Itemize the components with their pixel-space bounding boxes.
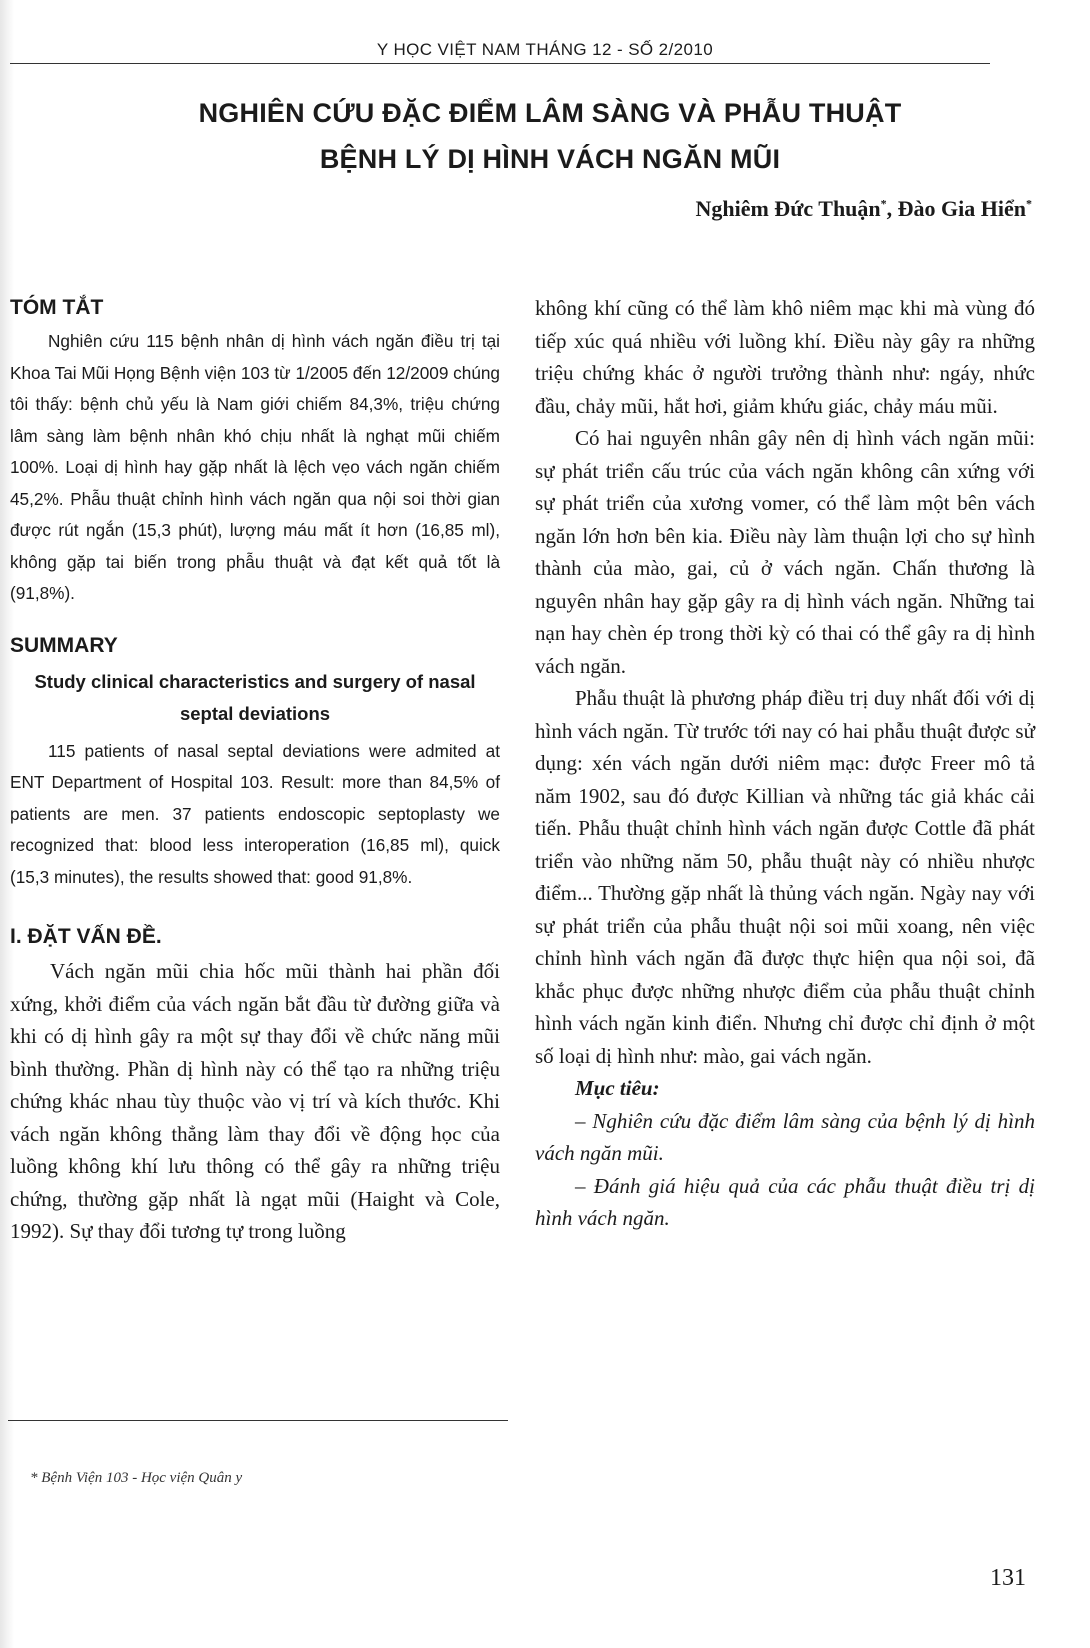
author-2: , Đào Gia Hiển [886, 196, 1026, 221]
section-1-paragraph-2: Có hai nguyên nhân gây nên dị hình vách ngăn mũi: sự phát triển cấu trúc của vách ngăn không cân xứng với sự phát triển của xương vomer, có thể làm một bên vách ngăn lớn hơn bên kia. Điều này làm thuận lợi cho sự hình thành của mào, gai, củ ở vách ngăn. Chấn thương là nguyên nhân hay gặp gây ra dị hình vách ngăn. Những tai nạn hay chèn ép trong thời kỳ có thai có thể gây ra dị hình vách ngăn. [535, 426, 1035, 678]
objective-1: – Nghiên cứu đặc điểm lâm sàng của bệnh lý dị hình vách ngăn mũi. [535, 1108, 1035, 1165]
footnote: * Bệnh Viện 103 - Học viện Quân y [30, 1470, 243, 1486]
objectives-label: Mục tiêu: [575, 1076, 660, 1100]
article-title [120, 90, 980, 182]
page-number: 131 [990, 1565, 1026, 1591]
abstract-heading: TÓM TẮT [10, 296, 104, 319]
left-column [10, 294, 500, 1248]
abstract-body: Nghiên cứu 115 bệnh nhân dị hình vách ngăn điều trị tại Khoa Tai Mũi Họng Bệnh viện 103 từ 1/2005 đến 12/2009 chúng tôi thấy: bệnh chủ yếu là Nam giới chiếm 84,3%, triệu chứng lâm sàng làm bệnh nhân khó chịu nhất là nghạt mũi chiếm 100%. Loại dị hình hay gặp nhất là lệch vẹo vách ngăn chiếm 45,2%. Phẫu thuật chỉnh hình vách ngăn qua nội soi thời gian được rút ngắn (15,3 phút), lượng máu mất ít hơn (16,85 ml), không gặp tai biến trong phẫu thuật và đạt kết quả tốt là (91,8%). [10, 331, 500, 603]
section-1-paragraph-3: Phẫu thuật là phương pháp điều trị duy nhất đối với dị hình vách ngăn. Từ trước tới nay có hai phẫu thuật được sử dụng: xén vách ngăn dưới niêm mạc: được Freer mô tả năm 1902, sau đó được Killian và những tác giả khác cải tiến. Phẫu thuật chỉnh hình vách ngăn được Cottle đã phát triển vào những năm 50, phẫu thuật này có nhiều nhược điểm... Thường gặp nhất là thủng vách ngăn. Ngày nay với sự phát triển của phẫu thuật nội soi mũi xoang, nên việc chỉnh hình vách ngăn đã được thực hiện qua nội soi, đã khắc phục được những nhược điểm của phẫu thuật chỉnh hình vách ngăn kinh điển. Nhưng chỉ được chỉ định ở một số loại dị hình như: mào, gai vách ngăn. [535, 686, 1035, 1068]
summary-title: Study clinical characteristics and surgery of nasal septal deviations [34, 670, 476, 724]
section-1-paragraph-1-cont: không khí cũng có thể làm khô niêm mạc khi mà vùng đó tiếp xúc quá nhiều với luồng khí. Điều này gây ra những triệu chứng khác ở người trưởng thành như: ngáy, nhức đầu, chảy mũi, hắt hơi, giảm khứu giác, chảy máu mũi. [535, 296, 1035, 418]
objective-2: – Đánh giá hiệu quả của các phẫu thuật điều trị dị hình vách ngăn. [535, 1173, 1035, 1230]
authors [695, 196, 1032, 222]
title-line-2: BỆNH LÝ DỊ HÌNH VÁCH NGĂN MŨI [319, 144, 781, 174]
author-2-mark: * [1026, 196, 1032, 211]
right-column [535, 292, 1035, 1235]
section-1-heading: I. ĐẶT VẤN ĐỀ. [10, 925, 162, 948]
running-head: Y HỌC VIỆT NAM THÁNG 12 - SỐ 2/2010 [376, 40, 714, 59]
author-1-mark: * [880, 196, 887, 211]
summary-heading: SUMMARY [10, 633, 118, 657]
header-rule [10, 63, 990, 64]
section-1-paragraph-1: Vách ngăn mũi chia hốc mũi thành hai phần đối xứng, khởi điểm của vách ngăn bắt đầu từ đường giữa và khi có dị hình gây ra một sự thay đổi về chức năng mũi bình thường. Phần dị hình này có thể tạo ra những triệu chứng khác nhau tùy thuộc vào vị trí và kích thước. Khi vách ngăn không thẳng làm thay đổi về động học của luồng không khí lưu thông có thể gây ra những triệu chứng, thường gặp nhất là ngạt mũi (Haight và Cole, 1992). Sự thay đổi tương tự trong luồng [10, 959, 500, 1243]
title-line-1: NGHIÊN CỨU ĐẶC ĐIỂM LÂM SÀNG VÀ PHẪU THUẬT [198, 98, 902, 128]
footnote-rule [8, 1420, 508, 1421]
author-1: Nghiêm Đức Thuận [695, 196, 881, 221]
summary-body: 115 patients of nasal septal deviations were admited at ENT Department of Hospital 103. Result: more than 84,5% of patients are men. 37 patients endoscopic septoplasty we recognized that: blood less interoperation (16,85 ml), quick (15,3 minutes), the results showed that: good 91,8%. [10, 740, 500, 887]
